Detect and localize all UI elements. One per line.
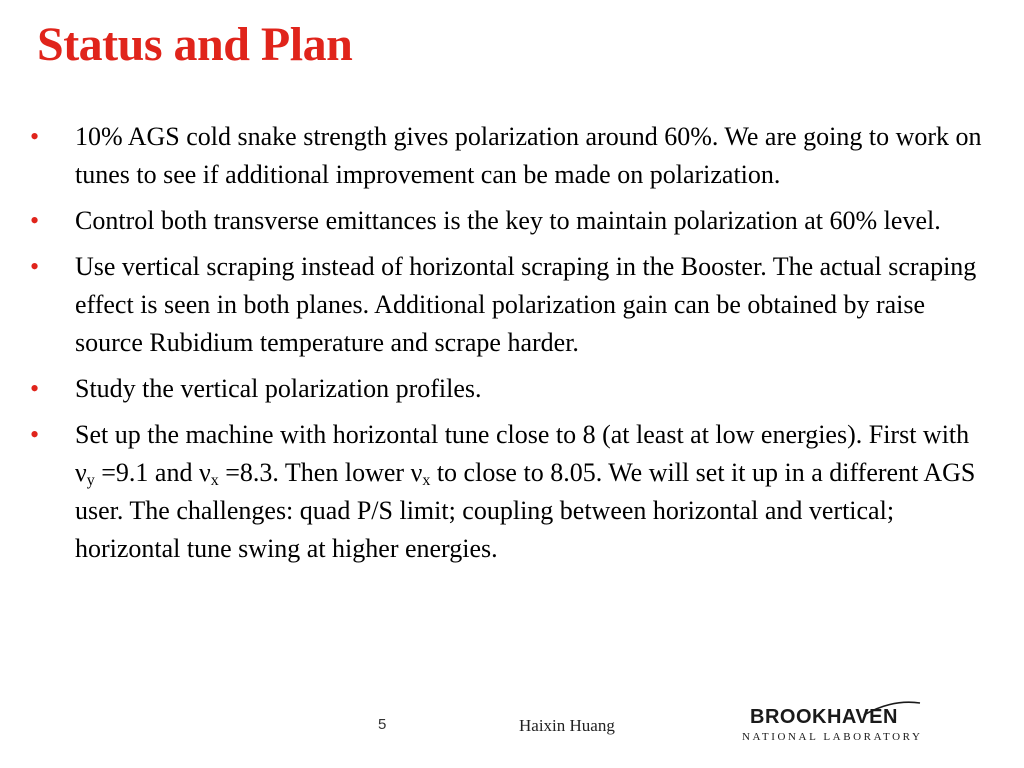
subscript-y: y: [86, 472, 95, 489]
brookhaven-logo: [742, 705, 937, 749]
bullet-text-part: =9.1 and: [94, 458, 199, 487]
logo-wordmark: BROOKHAVEN: [750, 706, 898, 728]
bullet-text: [75, 420, 975, 563]
bullet-item: [30, 202, 990, 240]
logo-subtitle: NATIONAL LABORATORY: [742, 731, 923, 743]
bullet-list: [30, 118, 990, 576]
bullet-text: 10% AGS cold snake strength gives polarization around 60%. We are going to work on tunes to see if additional improvement can be made on polarization.: [75, 122, 982, 189]
bullet-icon: •: [30, 122, 40, 151]
bullet-text: Use vertical scraping instead of horizontal scraping in the Booster. The actual scraping effect is seen in both planes. Additional polarization gain can be obtained by raise source Rubidium temperature and scrape harder.: [75, 252, 977, 357]
bullet-text: Control both transverse emittances is the key to maintain polarization at 60% level.: [75, 206, 941, 235]
bullet-item: [30, 118, 990, 194]
nu-symbol: ν: [410, 458, 423, 487]
slide-title: Status and Plan: [37, 18, 353, 71]
bullet-text: Study the vertical polarization profiles.: [75, 374, 482, 403]
bullet-item: [30, 370, 990, 408]
bullet-text-part: =8.3. Then lower: [218, 458, 411, 487]
nu-symbol: ν: [198, 458, 211, 487]
bullet-text-part: Set up the machine with horizontal tune close to 8 (at least at low energies). First with: [75, 420, 970, 449]
subscript-x: x: [210, 472, 219, 489]
footer-author: Haixin Huang: [519, 716, 615, 735]
bullet-icon: •: [30, 374, 40, 403]
page-number: 5: [378, 716, 387, 733]
subscript-x: x: [422, 472, 431, 489]
bullet-item: [30, 248, 990, 362]
bullet-icon: •: [30, 420, 40, 449]
bullet-icon: •: [30, 252, 40, 281]
nu-symbol: ν: [75, 458, 87, 487]
bullet-text-part: to close to 8.05. We will set it up in a different AGS user. The challenges: quad P/S limit; coupling between horizontal and vertical; horizontal tune swing at higher energies.: [75, 458, 976, 563]
bullet-icon: •: [30, 206, 40, 235]
bullet-item: [30, 416, 990, 568]
